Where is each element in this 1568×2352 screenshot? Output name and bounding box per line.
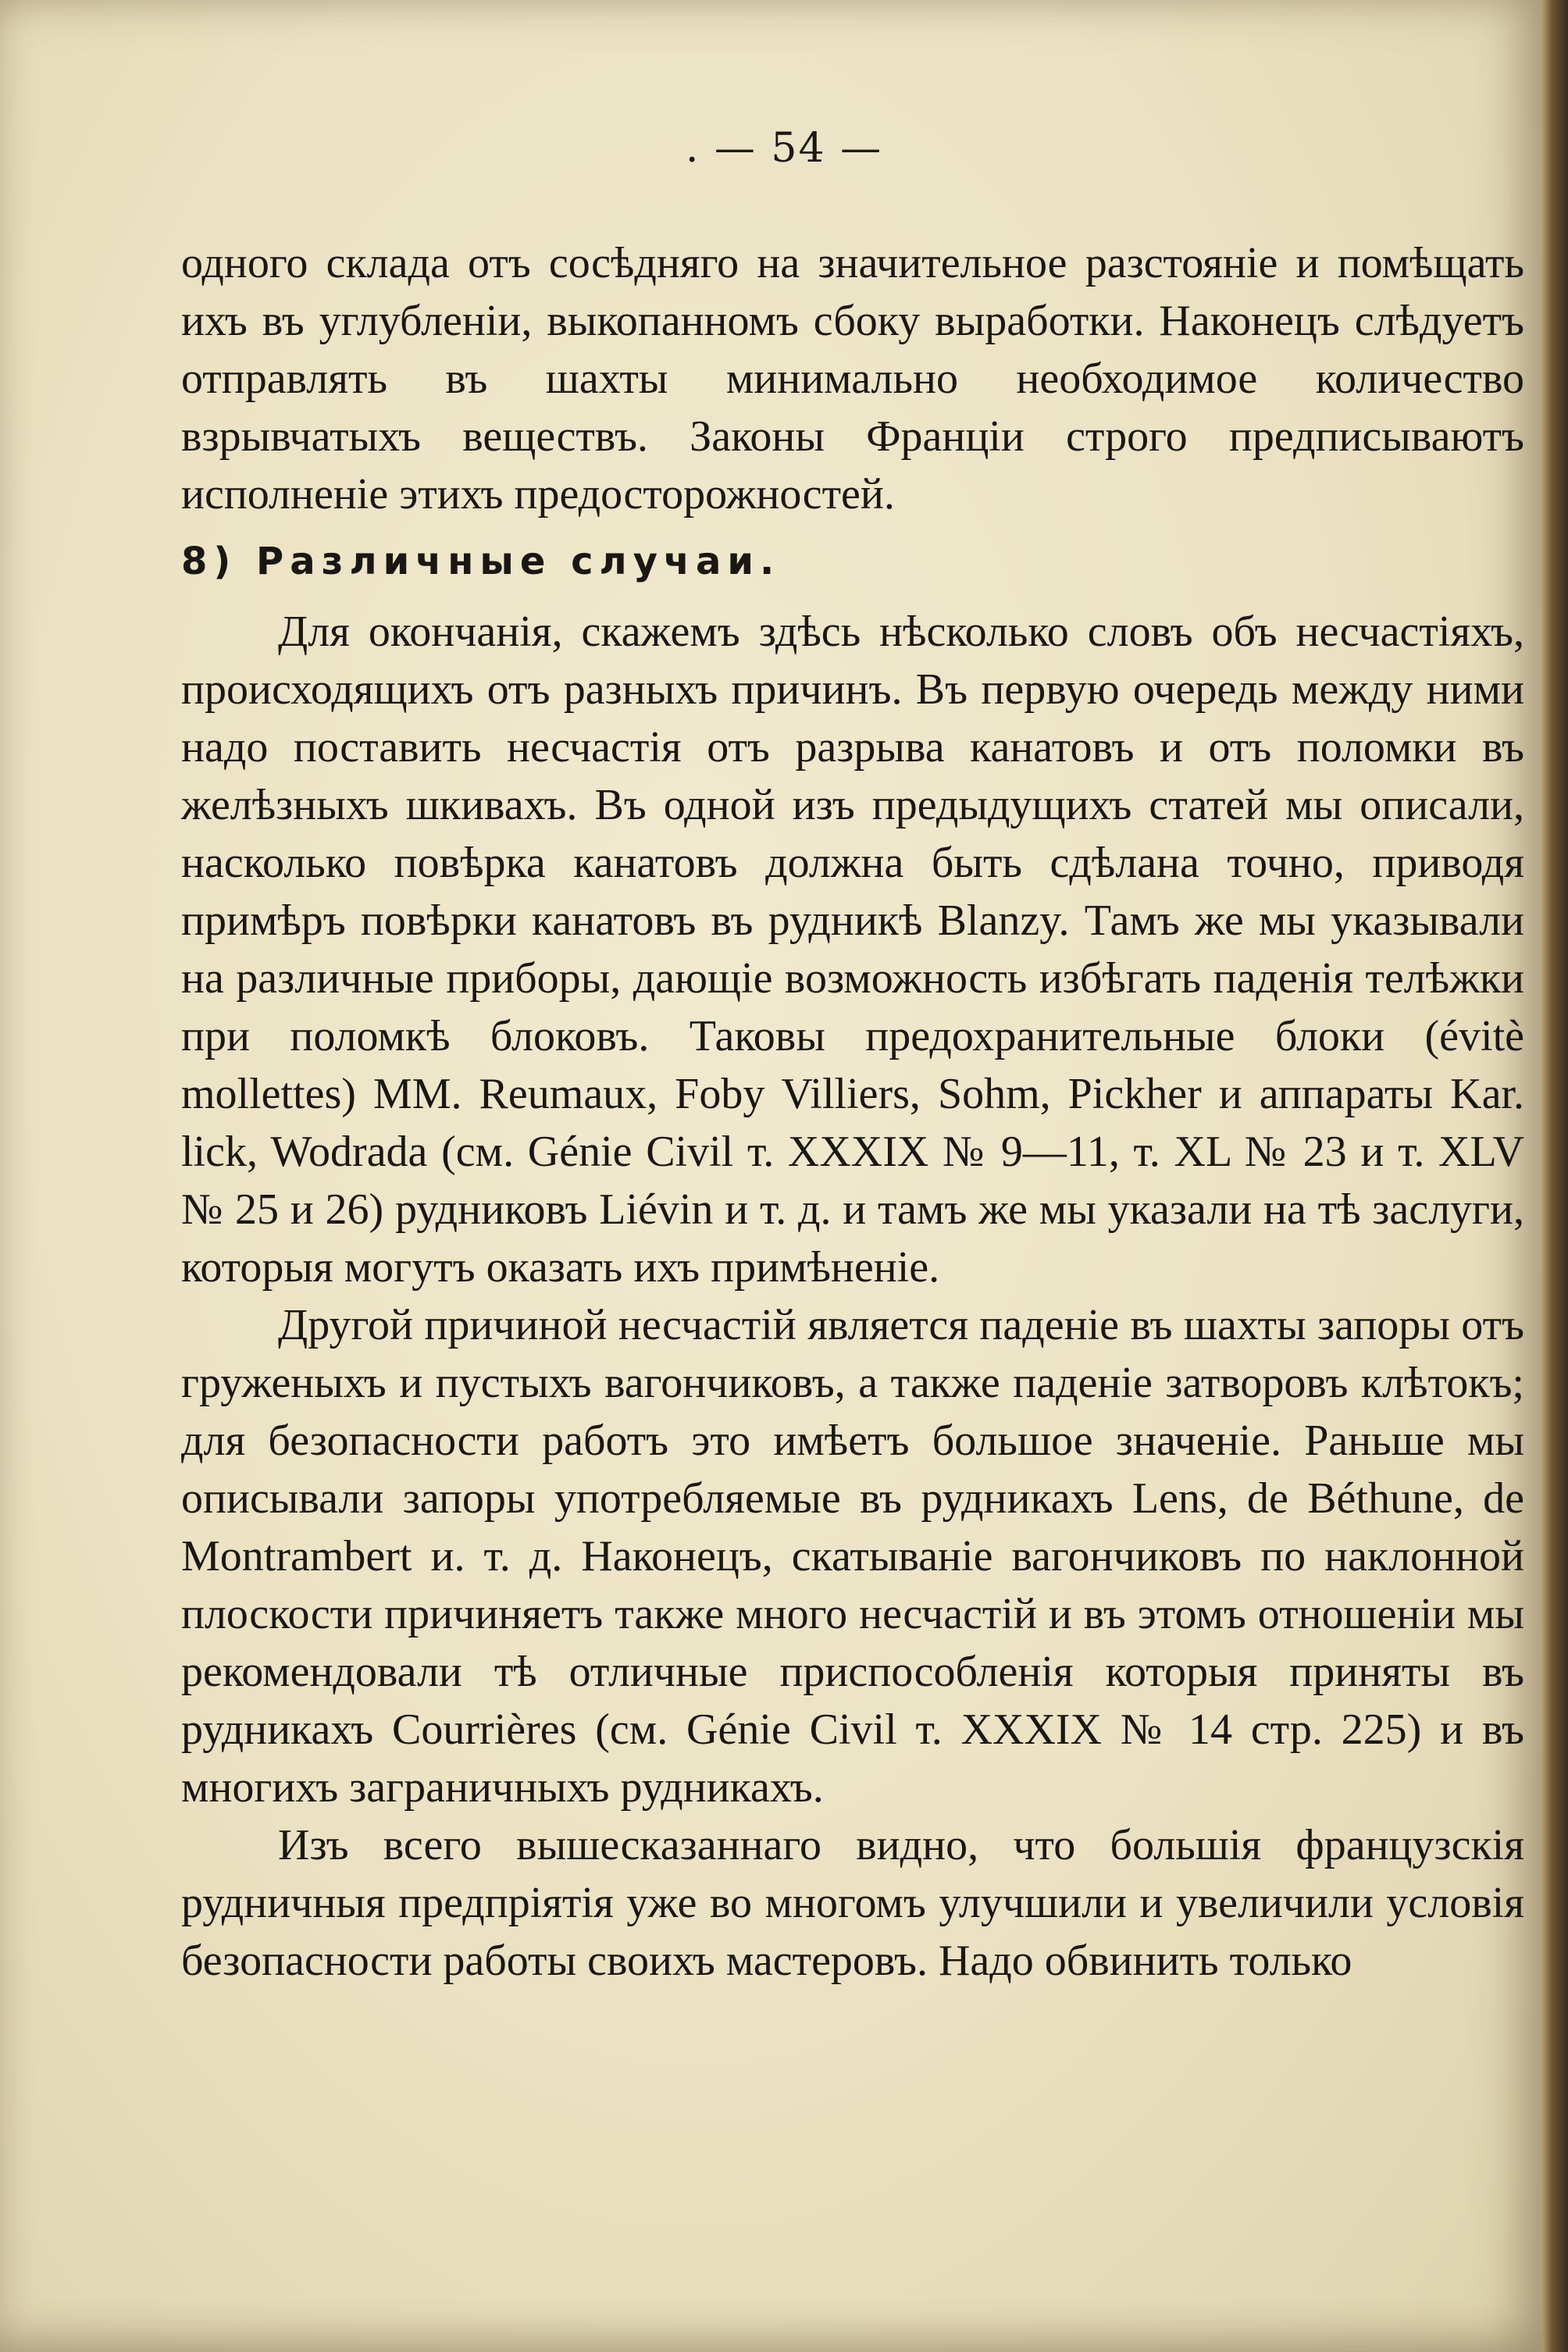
page-body	[181, 234, 1524, 1990]
section-heading: 8) Различные случаи.	[181, 540, 781, 583]
paragraph-falling-objects: Другой причиной несчастій является паденіе въ шахты запоры отъ груженыхъ и пустыхъ вагончиковъ, а также паденіе затворовъ клѣтокъ; для безопасности работъ это имѣетъ большое значеніе. Раньше мы описывали запоры употребляемые въ рудникахъ Lens, de Béthune, de Montrambert и. т. д. Наконецъ, скатываніе вагончиковъ по наклонной плоскости причиняетъ также много несчастій и въ этомъ отношеніи мы рекомендовали тѣ отличные приспособленія которыя приняты въ рудникахъ Courrières (см. Génie Civil т. XXXIX № 14 стр. 225) и въ многихъ заграничныхъ рудникахъ.	[181, 1301, 1524, 1812]
intro-paragraph: одного склада отъ сосѣдняго на значительное разстояніе и помѣщать ихъ въ углубленіи, выкопанномъ сбоку выработки. Наконецъ слѣдуетъ отправлять въ шахты минимально необходимое количество взрывчатыхъ веществъ. Законы Франціи строго предписываютъ исполненіе этихъ предосторожностей.	[181, 239, 1524, 519]
page-number: . — 54 —	[685, 125, 883, 172]
paragraph-accidents: Для окончанія, скажемъ здѣсь нѣсколько словъ объ несчастіяхъ, происходящихъ отъ разныхъ причинъ. Въ первую очередь между ними надо поставить несчастія отъ разрыва канатовъ и отъ поломки въ желѣзныхъ шкивахъ. Въ одной изъ предыдущихъ статей мы описали, насколько повѣрка канатовъ должна быть сдѣлана точно, приводя примѣръ повѣрки канатовъ въ рудникѣ Blanzy. Тамъ же мы указывали на различные приборы, дающіе возможность избѣгать паденія телѣжки при поломкѣ блоковъ. Таковы предохранительные блоки (évitè mollettes) MM. Reumaux, Foby Villiers, Sohm, Pickher и аппараты Kar. lick, Wodrada (см. Génie Civil т. XXXIX № 9—11, т. XL № 23 и т. XLV № 25 и 26) рудниковъ Liévin и т. д. и тамъ же мы указали на тѣ заслуги, которыя могутъ оказать ихъ примѣненіе.	[181, 608, 1524, 1292]
paragraph-conclusion: Изъ всего вышесказаннаго видно, что большія французскія рудничныя предпріятія уже во многомъ улучшили и увеличили условія безопасности работы своихъ мастеровъ. Надо обвинить только	[181, 1821, 1524, 1985]
page-edge	[1542, 0, 1568, 2352]
